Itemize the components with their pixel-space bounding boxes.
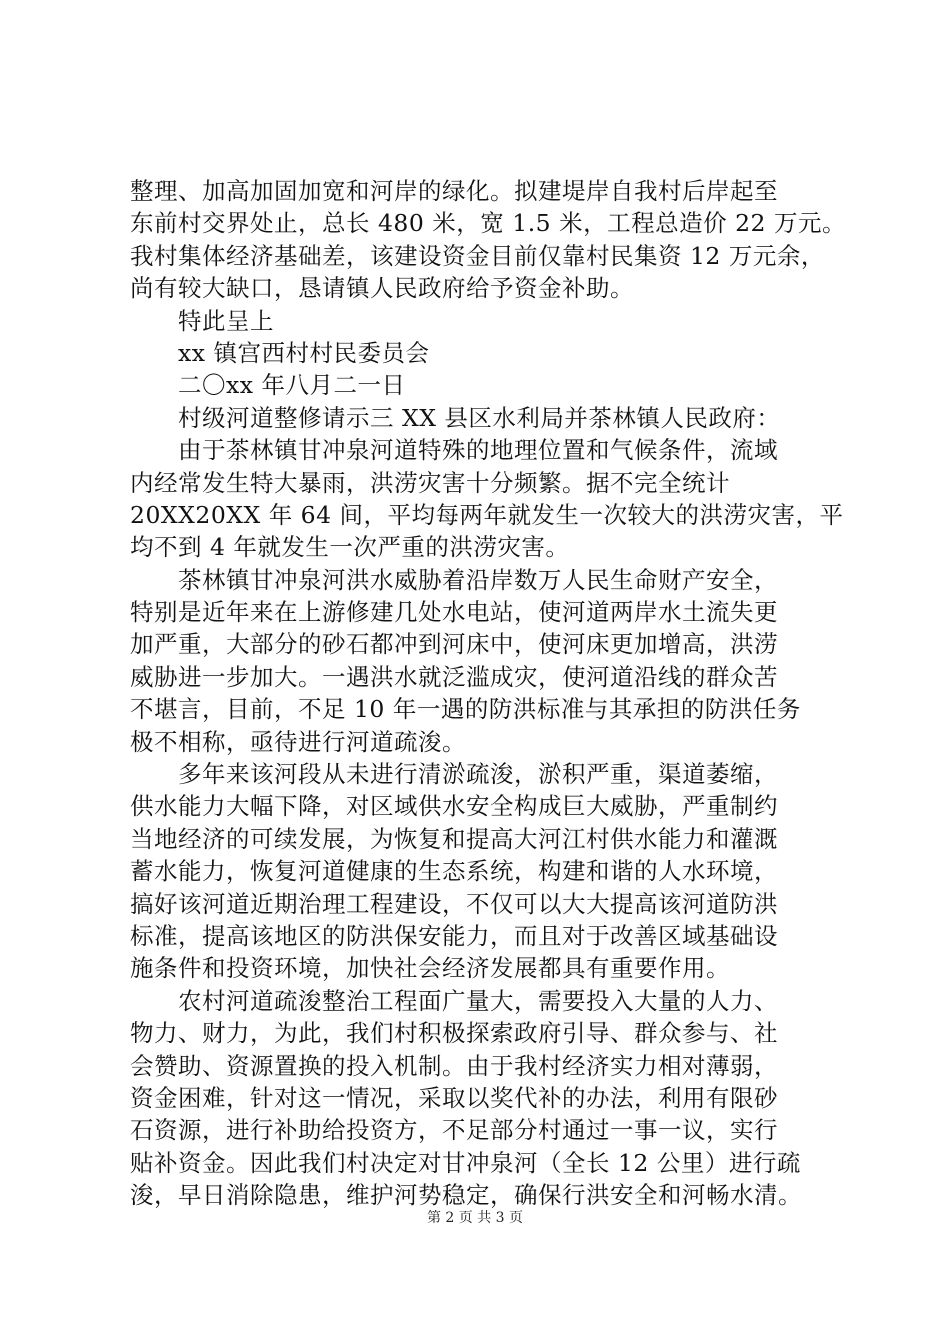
text-line: 浚，早日消除隐患，维护河势稳定，确保行洪安全和河畅水清。 bbox=[130, 1181, 802, 1210]
text-line: 东前村交界处止，总长 480 米，宽 1.5 米，工程总造价 22 万元。 bbox=[130, 209, 846, 238]
text-line: 农村河道疏浚整治工程面广量大，需要投入大量的人力、 bbox=[130, 986, 778, 1015]
text-line: 茶林镇甘冲泉河洪水威胁着沿岸数万人民生命财产安全， bbox=[130, 565, 778, 594]
text-line: 不堪言，目前，不足 10 年一遇的防洪标准与其承担的防洪任务 bbox=[130, 695, 801, 724]
text-line: 由于茶林镇甘冲泉河道特殊的地理位置和气候条件，流域 bbox=[130, 436, 778, 465]
text-line: 贴补资金。因此我们村决定对甘冲泉河（全长 12 公里）进行疏 bbox=[130, 1148, 801, 1177]
text-line: 二〇xx 年八月二一日 bbox=[130, 371, 406, 400]
text-line: 标准，提高该地区的防洪保安能力，而且对于改善区域基础设 bbox=[130, 921, 778, 950]
text-line: 威胁进一步加大。一遇洪水就泛滥成灾，使河道沿线的群众苦 bbox=[130, 662, 778, 691]
text-line: 物力、财力，为此，我们村积极探索政府引导、群众参与、社 bbox=[130, 1019, 778, 1048]
page-number-label: 第 2 页 共 3 页 bbox=[426, 1210, 524, 1226]
text-line: 内经常发生特大暴雨，洪涝灾害十分频繁。据不完全统计 bbox=[130, 468, 730, 497]
text-line: 村级河道整修请示三 XX 县区水利局并茶林镇人民政府： bbox=[130, 403, 781, 432]
text-line: 尚有较大缺口，恳请镇人民政府给予资金补助。 bbox=[130, 274, 634, 303]
text-line: 蓄水能力，恢复河道健康的生态系统，构建和谐的人水环境， bbox=[130, 857, 778, 886]
text-line: 搞好该河道近期治理工程建设，不仅可以大大提高该河道防洪 bbox=[130, 889, 778, 918]
text-line: 我村集体经济基础差，该建设资金目前仅靠村民集资 12 万元余， bbox=[130, 241, 825, 270]
document-body bbox=[130, 175, 846, 1212]
page-footer bbox=[0, 1208, 950, 1228]
text-line: 特别是近年来在上游修建几处水电站，使河道两岸水土流失更 bbox=[130, 598, 778, 627]
text-line: 加严重，大部分的砂石都冲到河床中，使河床更加增高，洪涝 bbox=[130, 630, 778, 659]
text-line: 极不相称，亟待进行河道疏浚。 bbox=[130, 727, 466, 756]
text-line: 供水能力大幅下降，对区域供水安全构成巨大威胁，严重制约 bbox=[130, 792, 778, 821]
text-line: 会赞助、资源置换的投入机制。由于我村经济实力相对薄弱， bbox=[130, 1051, 778, 1080]
text-line: 当地经济的可续发展，为恢复和提高大河江村供水能力和灌溉 bbox=[130, 824, 778, 853]
text-line: xx 镇宫西村村民委员会 bbox=[130, 338, 430, 367]
text-line: 特此呈上 bbox=[130, 306, 274, 335]
text-line: 资金困难，针对这一情况，采取以奖代补的办法，利用有限砂 bbox=[130, 1083, 778, 1112]
text-line: 整理、加高加固加宽和河岸的绿化。拟建堤岸自我村后岸起至 bbox=[130, 177, 778, 205]
text-line: 石资源，进行补助给投资方，不足部分村通过一事一议，实行 bbox=[130, 1116, 778, 1145]
text-line: 均不到 4 年就发生一次严重的洪涝灾害。 bbox=[130, 533, 570, 562]
text-line: 20XX20XX 年 64 间，平均每两年就发生一次较大的洪涝灾害，平 bbox=[130, 500, 844, 529]
text-line: 施条件和投资环境，加快社会经济发展都具有重要作用。 bbox=[130, 954, 730, 983]
text-line: 多年来该河段从未进行清淤疏浚，淤积严重，渠道萎缩， bbox=[130, 760, 778, 789]
